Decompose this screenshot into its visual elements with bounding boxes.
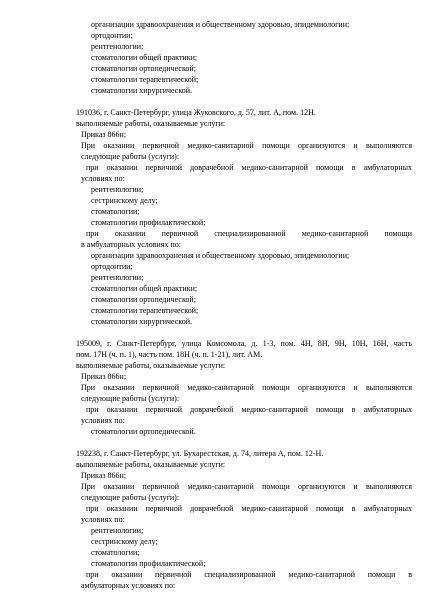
text-line: стоматологии ортопедической. [91, 427, 196, 436]
text-line: сестринскому делу; [91, 537, 158, 546]
text-line: стоматологии общей практики; [91, 284, 198, 293]
text-line: стоматологии ортопедической; [91, 64, 196, 73]
text-line: стоматологии хирургической. [91, 317, 193, 326]
text-line: стоматологии; [91, 207, 140, 216]
text-line: выполняемые работы, оказываемые услуги: [76, 361, 226, 370]
text-line: При оказании первичной медико-санитарной помощи организуются и выполняются [81, 383, 412, 392]
text-line: Приказ 866н; [81, 130, 127, 139]
text-line: При оказании первичной медико-санитарной помощи организуются и выполняются [81, 482, 412, 491]
text-line: при оказании первичной доврачебной медико-санитарной помощи в амбулаторных [86, 163, 412, 172]
text-line: стоматологии профилактической; [91, 559, 206, 568]
text-line: ортодонтии; [91, 31, 133, 40]
text-line: следующие работы (услуги): [81, 152, 180, 161]
text-line: пом. 17Н (ч. п. 1), часть пом. 18Н (ч. п. 1-21), лит. АМ. [76, 350, 263, 359]
text-line: при оказании первичной специализированной медико-санитарной помощи [86, 229, 412, 238]
text-line: при оказании первичной доврачебной медико-санитарной помощи в амбулаторных [86, 405, 412, 414]
text-line: амбулаторных условиях по: [81, 581, 176, 590]
text-line: рентгенологии; [91, 185, 144, 194]
text-line: сестринскому делу; [91, 196, 158, 205]
text-line: Приказ 866н; [81, 471, 127, 480]
text-line: выполняемые работы, оказываемые услуги: [76, 119, 226, 128]
text-line: Приказ 866н; [81, 372, 127, 381]
text-line: При оказании первичной медико-санитарной помощи организуются и выполняются [81, 141, 412, 150]
text-line: 192238, г. Санкт-Петербург, ул. Бухарестская, д. 74, литера А, пом. 12-Н. [76, 449, 324, 458]
text-line: ортодонтии; [91, 262, 133, 271]
text-line: в амбулаторных условиях по: [81, 240, 181, 249]
text-line: при оказании первичной доврачебной медико-санитарной помощи в амбулаторных [86, 504, 412, 513]
text-line: стоматологии профилактической; [91, 218, 206, 227]
text-line: стоматологии общей практики; [91, 53, 198, 62]
text-line: рентгенологии; [91, 42, 144, 51]
text-line: условиях по: [81, 515, 125, 524]
text-line: стоматологии терапевтической; [91, 75, 199, 84]
text-line: условиях по: [81, 416, 125, 425]
text-line: условиях по: [81, 174, 125, 183]
text-line: 195009, г. Санкт-Петербург, улица Комсомола, д. 1-3, пом. 4Н, 8Н, 9Н, 10Н, 16Н, часть [76, 339, 412, 348]
text-line: при оказании первичной специализированной медико-санитарной помощи в [86, 570, 412, 579]
text-line: стоматологии терапевтической; [91, 306, 199, 315]
text-line: организации здравоохранения и общественному здоровью, эпидемиологии; [91, 251, 350, 260]
text-line: рентгенологии; [91, 273, 144, 282]
text-line: рентгенологии; [91, 526, 144, 535]
text-line: следующие работы (услуги): [81, 493, 180, 502]
text-line: выполняемые работы, оказываемые услуги: [76, 460, 226, 469]
text-line: стоматологии хирургической. [91, 86, 193, 95]
text-line: организации здравоохранения и общественному здоровью, эпидемиологии; [91, 20, 350, 29]
text-line: 191036, г. Санкт-Петербург, улица Жуковского, д. 57, лит. А, пом. 12Н. [76, 108, 316, 117]
text-line: следующие работы (услуги): [81, 394, 180, 403]
text-line: стоматологии; [91, 548, 140, 557]
text-line: стоматологии ортопедической; [91, 295, 196, 304]
